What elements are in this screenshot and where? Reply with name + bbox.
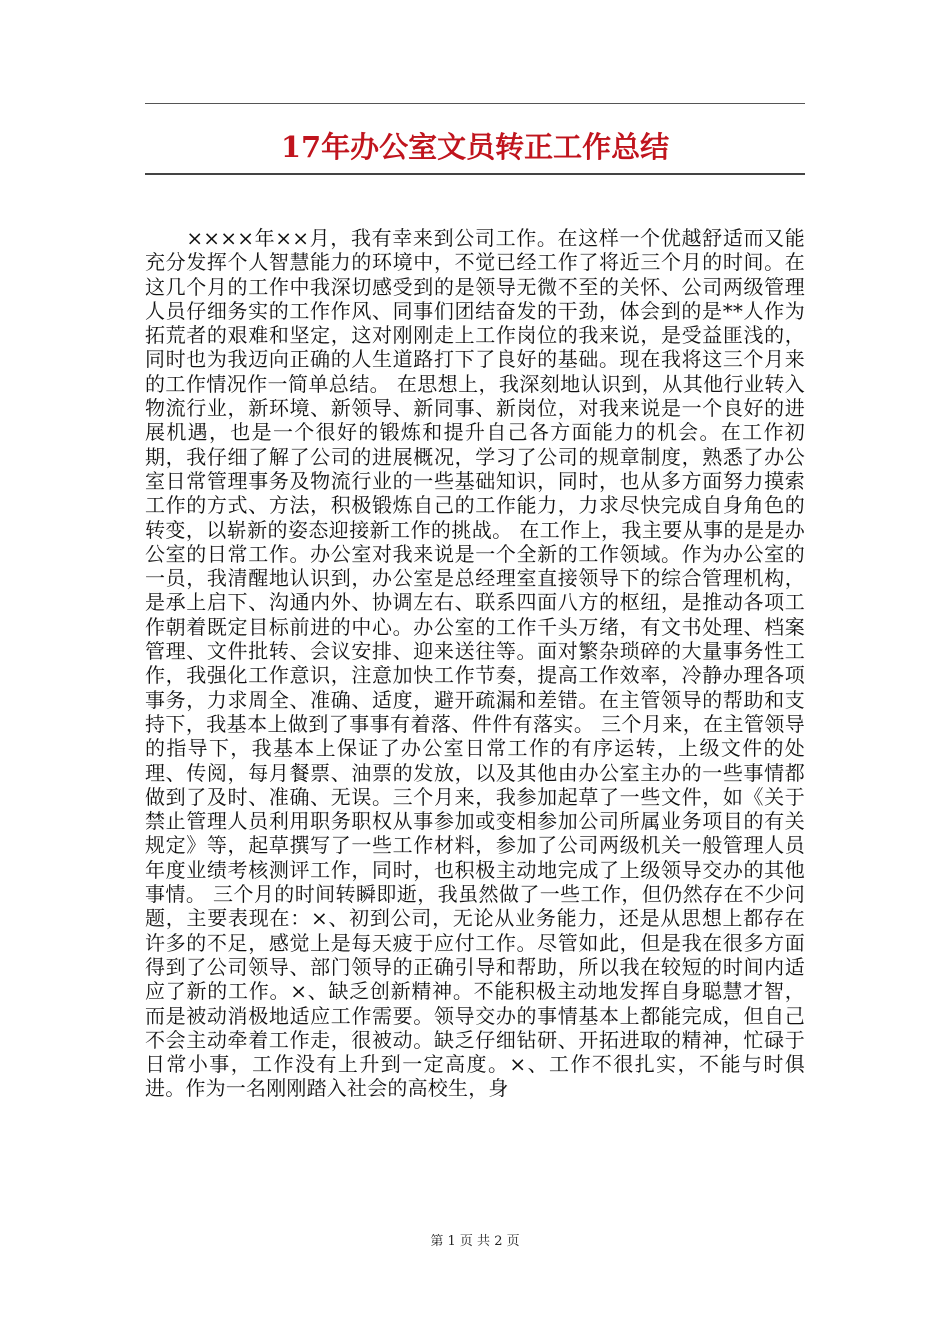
header-rule-top — [145, 103, 805, 104]
header-rule-bottom — [145, 173, 805, 175]
document-title: 17年办公室文员转正工作总结 — [280, 130, 670, 164]
document-body: ××××年××月，我有幸来到公司工作。在这样一个优越舒适而又能充分发挥个人智慧能力的环境中，不觉已经工作了将近三个月的时间。在这几个月的工作中我深切感受到的是领导无微不至的关怀、公司两级管理人员仔细务实的工作作风、同事们团结奋发的干劲，体会到的是**人作为拓荒者的艰难和坚定，这对刚刚走上工作岗位的我来说，是受益匪浅的，同时也为我迈向正确的人生道路打下了良好的基础。现在我将这三个月来的工作情况作一简单总结。 在思想上，我深刻地认识到，从其他行业转入物流行业，新环境、新领导、新同事、新岗位，对我来说是一个良好的进展机遇，也是一个很好的锻炼和提升自己各方面能力的机会。在工作初期，我仔细了解了公司的进展概况，学习了公司的规章制度，熟悉了办公室日常管理事务及物流行业的一些基础知识，同时，也从多方面努力摸索工作的方式、方法，积极锻炼自己的工作能力，力求尽快完成自身角色的转变，以崭新的姿态迎接新工作的挑战。 在工作上，我主要从事的是是办公室的日常工作。办公室对我来说是一个全新的工作领域。作为办公室的一员，我清醒地认识到，办公室是总经理室直接领导下的综合管理机构，是承上启下、沟通内外、协调左右、联系四面八方的枢纽，是推动各项工作朝着既定目标前进的中心。办公室的工作千头万绪，有文书处理、档案管理、文件批转、会议安排、迎来送往等。面对繁杂琐碎的大量事务性工作，我强化工作意识，注意加快工作节奏，提高工作效率，冷静办理各项事务，力求周全、准确、适度，避开疏漏和差错。在主管领导的帮助和支持下，我基本上做到了事事有着落、件件有落实。 三个月来，在主管领导的指导下，我基本上保证了办公室日常工作的有序运转，上级文件的处理、传阅，每月餐票、油票的发放，以及其他由办公室主办的一些事情都做到了及时、准确、无误。三个月来，我参加起草了一些文件，如《关于禁止管理人员利用职务职权从事参加或变相参加公司所属业务项目的有关规定》等，起草撰写了一些工作材料，参加了公司两级机关一般管理人员年度业绩考核测评工作，同时，也积极主动地完成了上级领导交办的其他事情。 三个月的时间转瞬即逝，我虽然做了一些工作，但仍然存在不少问题，主要表现在：×、初到公司，无论从业务能力，还是从思想上都存在许多的不足，感觉上是每天疲于应付工作。尽管如此，但是我在很多方面得到了公司领导、部门领导的正确引导和帮助，所以我在较短的时间内适应了新的工作。×、缺乏创新精神。不能积极主动地发挥自身聪慧才智，而是被动消极地适应工作需要。领导交办的事情基本上都能完成，但自己不会主动牵着工作走，很被动。缺乏仔细钻研、开拓进取的精神，忙碌于日常小事，工作没有上升到一定高度。×、工作不很扎实，不能与时俱进。作为一名刚刚踏入社会的高校生，身 — [145, 226, 805, 1101]
page-number: 第 1 页 共 2 页 — [430, 1234, 520, 1249]
